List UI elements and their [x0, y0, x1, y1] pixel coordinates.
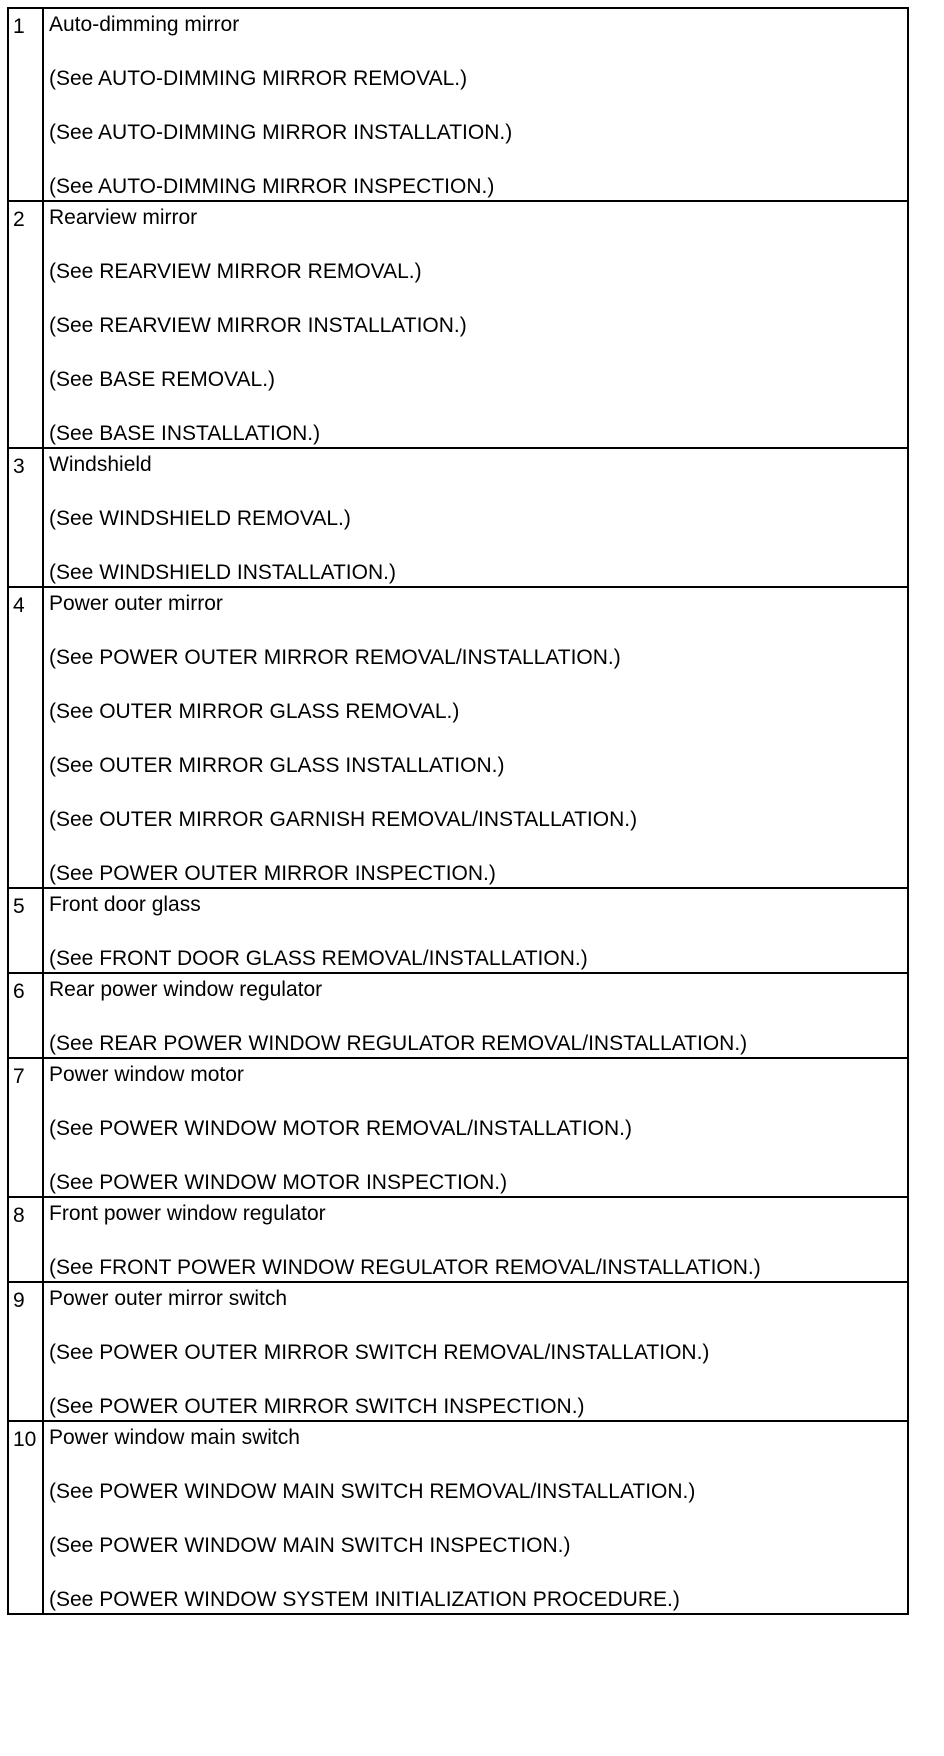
procedure-reference-link[interactable]: (See BASE REMOVAL.) — [49, 368, 276, 391]
procedure-reference-link[interactable]: (See POWER WINDOW MAIN SWITCH REMOVAL/INSTALLATION.) — [49, 1480, 696, 1503]
item-name: Power window main switch — [49, 1426, 300, 1449]
table-row — [8, 587, 908, 888]
procedure-reference-link[interactable]: (See OUTER MIRROR GLASS INSTALLATION.) — [49, 754, 505, 777]
item-description-cell — [43, 1282, 908, 1421]
item-name: Windshield — [49, 453, 152, 476]
item-number: 7 — [8, 1058, 43, 1197]
item-name: Auto-dimming mirror — [49, 13, 240, 36]
table-row — [8, 1421, 908, 1614]
item-number: 2 — [8, 201, 43, 448]
item-description-cell — [43, 448, 908, 587]
item-number: 8 — [8, 1197, 43, 1282]
procedure-reference-link[interactable]: (See OUTER MIRROR GLASS REMOVAL.) — [49, 700, 460, 723]
procedure-reference-link[interactable]: (See FRONT DOOR GLASS REMOVAL/INSTALLATION.) — [49, 947, 588, 970]
item-number: 9 — [8, 1282, 43, 1421]
procedure-reference-link[interactable]: (See POWER OUTER MIRROR INSPECTION.) — [49, 862, 496, 885]
parts-table-body — [8, 8, 908, 1614]
procedure-reference-link[interactable]: (See AUTO-DIMMING MIRROR INSTALLATION.) — [49, 121, 513, 144]
procedure-reference-link[interactable]: (See POWER WINDOW MOTOR REMOVAL/INSTALLATION.) — [49, 1117, 632, 1140]
table-row — [8, 888, 908, 973]
table-row — [8, 448, 908, 587]
procedure-reference-link[interactable]: (See AUTO-DIMMING MIRROR INSPECTION.) — [49, 175, 495, 198]
table-row — [8, 201, 908, 448]
item-name: Front door glass — [49, 893, 201, 916]
item-description-cell — [43, 1058, 908, 1197]
item-number: 1 — [8, 8, 43, 201]
item-description-cell — [43, 201, 908, 448]
item-description-cell — [43, 1197, 908, 1282]
procedure-reference-link[interactable]: (See POWER WINDOW MOTOR INSPECTION.) — [49, 1171, 508, 1194]
item-number: 5 — [8, 888, 43, 973]
procedure-reference-link[interactable]: (See BASE INSTALLATION.) — [49, 422, 321, 445]
item-number: 4 — [8, 587, 43, 888]
procedure-reference-link[interactable]: (See POWER OUTER MIRROR SWITCH INSPECTION.) — [49, 1395, 585, 1418]
procedure-reference-link[interactable]: (See REARVIEW MIRROR REMOVAL.) — [49, 260, 422, 283]
item-description-cell — [43, 973, 908, 1058]
procedure-reference-link[interactable]: (See REAR POWER WINDOW REGULATOR REMOVAL/INSTALLATION.) — [49, 1032, 748, 1055]
item-description-cell — [43, 1421, 908, 1614]
procedure-reference-link[interactable]: (See FRONT POWER WINDOW REGULATOR REMOVAL/INSTALLATION.) — [49, 1256, 761, 1279]
procedure-reference-link[interactable]: (See WINDSHIELD INSTALLATION.) — [49, 561, 396, 584]
table-row — [8, 1197, 908, 1282]
item-name: Rear power window regulator — [49, 978, 323, 1001]
item-name: Rearview mirror — [49, 206, 198, 229]
item-name: Power outer mirror — [49, 592, 223, 615]
procedure-reference-link[interactable]: (See POWER OUTER MIRROR REMOVAL/INSTALLATION.) — [49, 646, 621, 669]
table-row — [8, 8, 908, 201]
item-description-cell — [43, 888, 908, 973]
item-name: Power outer mirror switch — [49, 1287, 288, 1310]
item-number: 10 — [8, 1421, 43, 1614]
item-name: Power window motor — [49, 1063, 244, 1086]
table-row — [8, 1282, 908, 1421]
procedure-reference-link[interactable]: (See AUTO-DIMMING MIRROR REMOVAL.) — [49, 67, 468, 90]
procedure-reference-link[interactable]: (See POWER WINDOW MAIN SWITCH INSPECTION.) — [49, 1534, 571, 1557]
item-number: 3 — [8, 448, 43, 587]
procedure-reference-link[interactable]: (See OUTER MIRROR GARNISH REMOVAL/INSTALLATION.) — [49, 808, 638, 831]
table-row — [8, 973, 908, 1058]
procedure-reference-link[interactable]: (See POWER WINDOW SYSTEM INITIALIZATION PROCEDURE.) — [49, 1588, 680, 1611]
parts-reference-table — [7, 7, 909, 1615]
item-number: 6 — [8, 973, 43, 1058]
item-description-cell — [43, 587, 908, 888]
table-row — [8, 1058, 908, 1197]
procedure-reference-link[interactable]: (See POWER OUTER MIRROR SWITCH REMOVAL/INSTALLATION.) — [49, 1341, 710, 1364]
item-description-cell — [43, 8, 908, 201]
item-name: Front power window regulator — [49, 1202, 326, 1225]
procedure-reference-link[interactable]: (See WINDSHIELD REMOVAL.) — [49, 507, 351, 530]
procedure-reference-link[interactable]: (See REARVIEW MIRROR INSTALLATION.) — [49, 314, 467, 337]
